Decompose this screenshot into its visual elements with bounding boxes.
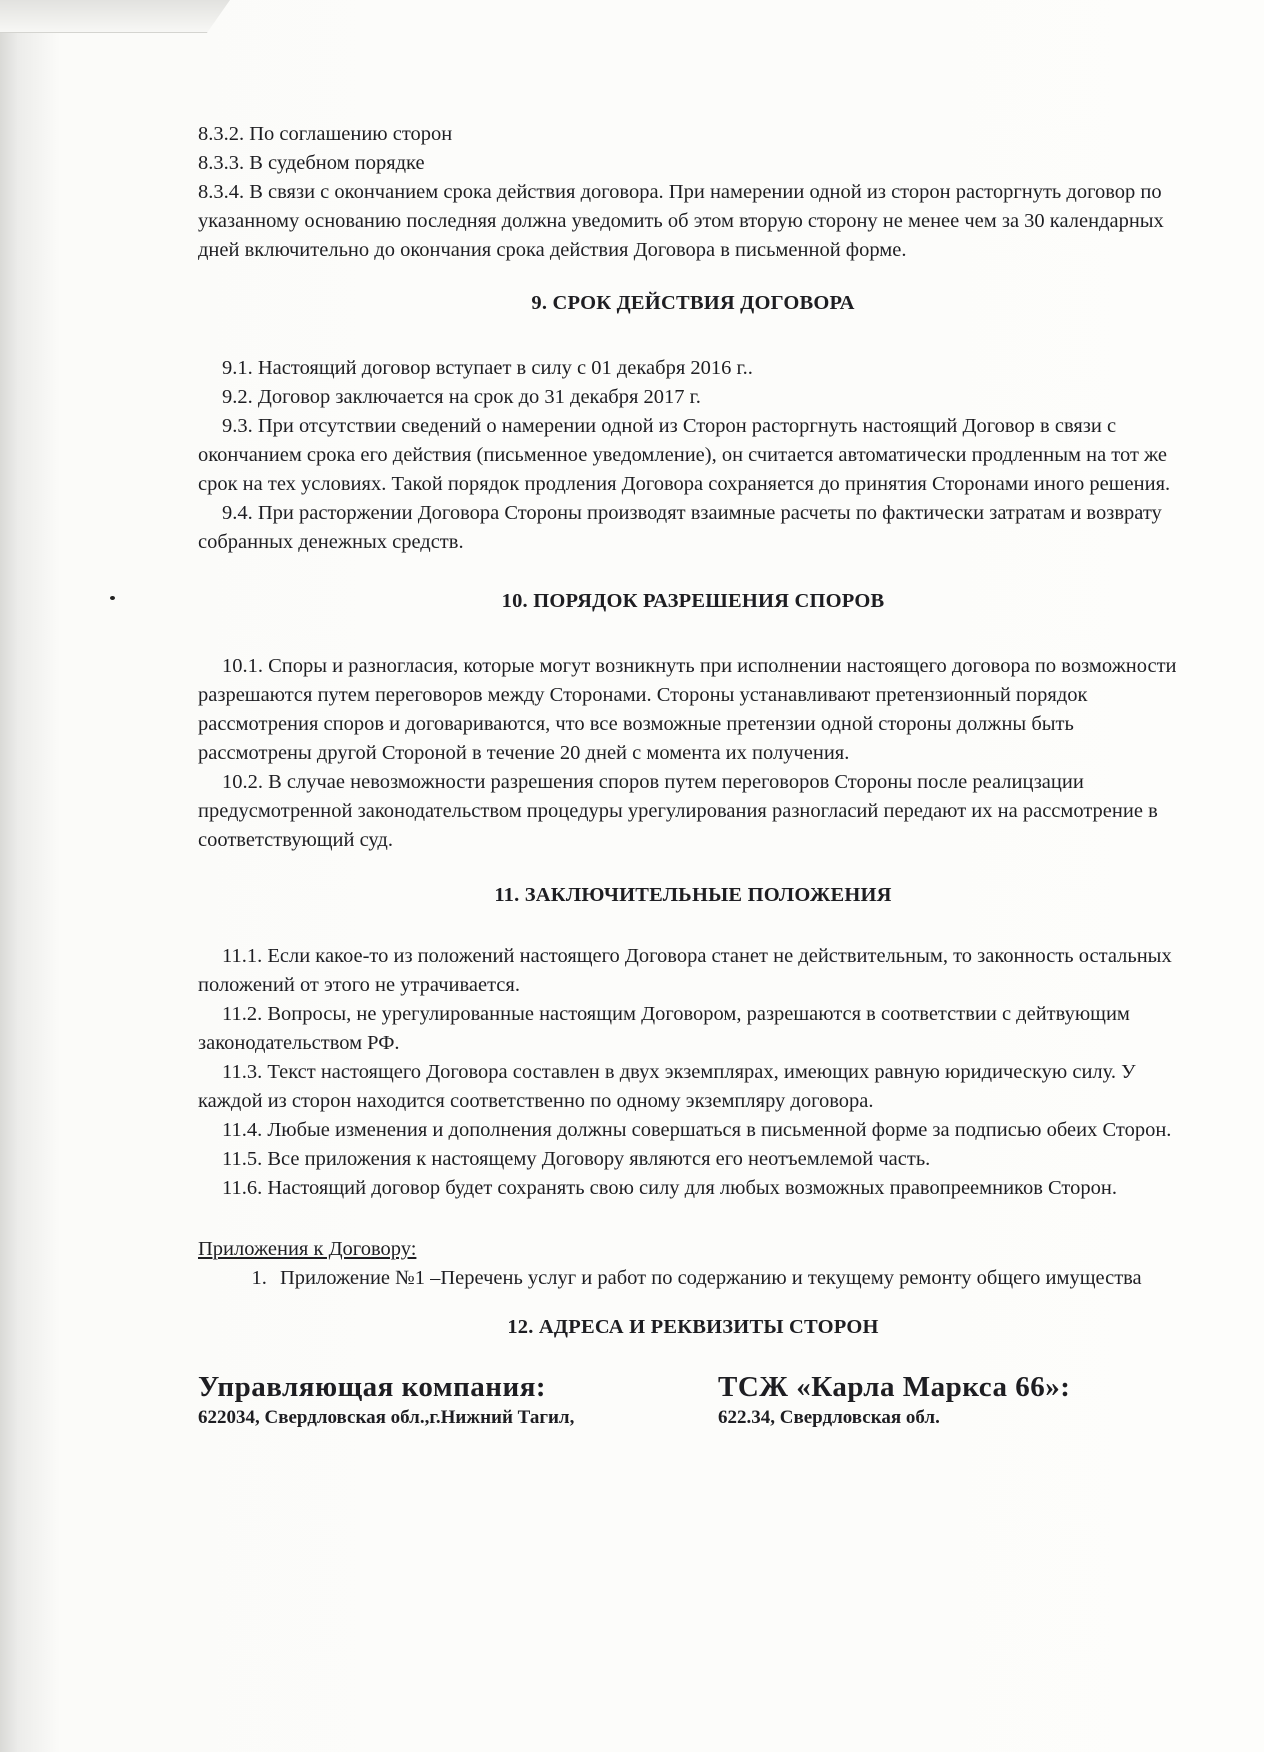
party-hoa bbox=[668, 1370, 1188, 1432]
clause-9-2: 9.2. Договор заключается на срок до 31 декабря 2017 г. bbox=[222, 386, 701, 408]
party-right-name: ТСЖ «Карла Маркса 66»: bbox=[718, 1371, 1071, 1403]
section-11-heading: 11. ЗАКЛЮЧИТЕЛЬНЫЕ ПОЛОЖЕНИЯ bbox=[494, 884, 892, 906]
clause-11-4: 11.4. Любые изменения и дополнения должны совершаться в письменной форме за подписью обеих Сторон. bbox=[222, 1119, 1172, 1141]
clause-8-3-3: 8.3.3. В судебном порядке bbox=[198, 152, 425, 174]
clause-11-6: 11.6. Настоящий договор будет сохранять свою силу для любых возможных правопреемников Сторон. bbox=[222, 1177, 1117, 1199]
section-11-body bbox=[198, 942, 1188, 1203]
party-management-company bbox=[198, 1370, 668, 1432]
appendix-item: 1. Приложение №1 –Перечень услуг и работ по содержанию и текущему ремонту общего имущества bbox=[272, 1264, 1188, 1293]
clause-10-2: 10.2. В случае невозможности разрешения споров путем переговоров Стороны после реалицзации предусмотренной законодательством процедуры урегулирования разногласий передают их на рассмотрение в соответствующий суд. bbox=[198, 771, 1158, 851]
appendices-block bbox=[198, 1235, 1188, 1293]
appendices-list bbox=[198, 1264, 1188, 1293]
clause-8-3-4: 8.3.4. В связи с окончанием срока действия договора. При намерении одной из сторон расторгнуть договор по указанному основанию последняя должна уведомить об этом вторую сторону не менее чем за 30 календарных дней включительно до окончания срока действия Договора в письменной форме. bbox=[198, 181, 1164, 261]
section-10-body bbox=[198, 652, 1188, 855]
clause-8-3-2: 8.3.2. По соглашению сторон bbox=[198, 123, 453, 145]
party-left-name: Управляющая компания: bbox=[198, 1371, 547, 1403]
clause-11-2: 11.2. Вопросы, не урегулированные настоящим Договором, разрешаются в соответствии с дейтвующим законодательством РФ. bbox=[198, 1003, 1130, 1054]
parties-details bbox=[198, 1370, 1188, 1432]
party-left-address: 622034, Свердловская обл.,г.Нижний Тагил, bbox=[198, 1407, 575, 1428]
section-12-heading: 12. АДРЕСА И РЕКВИЗИТЫ СТОРОН bbox=[507, 1316, 879, 1338]
folded-corner bbox=[0, 0, 230, 33]
clause-11-1: 11.1. Если какое-то из положений настоящего Договора станет не действительным, то законность остальных положений от этого не утрачивается. bbox=[198, 945, 1172, 996]
clause-9-3: 9.3. При отсутствии сведений о намерении одной из Сторон расторгнуть настоящий Договор в связи с окончанием срока его действия (письменное уведомление), он считается автоматически продленным на тот же срок на тех условиях. Такой порядок продления Договора сохраняется до принятия Сторонами иного решения. bbox=[198, 415, 1171, 495]
section-10-heading: 10. ПОРЯДОК РАЗРЕШЕНИЯ СПОРОВ bbox=[501, 590, 885, 612]
clause-9-1: 9.1. Настоящий договор вступает в силу с 01 декабря 2016 г.. bbox=[222, 357, 753, 379]
clause-10-1: 10.1. Споры и разногласия, которые могут возникнуть при исполнении настоящего договора по возможности разрешаются путем переговоров между Сторонами. Стороны устанавливают претензионный порядок рассмотрения споров и договариваются, что все возможные претензии одной стороны должны быть рассмотрены другой Стороной в течение 20 дней с момента их получения. bbox=[198, 655, 1177, 764]
section-9-body bbox=[198, 354, 1188, 557]
section-8-continuation bbox=[198, 120, 1188, 265]
appendices-title: Приложения к Договору: bbox=[198, 1238, 417, 1260]
scan-speck bbox=[110, 596, 115, 600]
clause-9-4: 9.4. При расторжении Договора Стороны производят взаимные расчеты по фактически затратам и возврату собранных денежных средств. bbox=[198, 502, 1162, 553]
clause-11-5: 11.5. Все приложения к настоящему Договору являются его неотъемлемой часть. bbox=[222, 1148, 931, 1170]
clause-11-3: 11.3. Текст настоящего Договора составлен в двух экземплярах, имеющих равную юридическую силу. У каждой из сторон находится соответственно по одному экземпляру договора. bbox=[198, 1061, 1136, 1112]
document-body bbox=[198, 120, 1188, 1432]
section-9-heading: 9. СРОК ДЕЙСТВИЯ ДОГОВОРА bbox=[531, 292, 855, 314]
party-right-address: 622.34, Свердловская обл. bbox=[718, 1407, 940, 1428]
